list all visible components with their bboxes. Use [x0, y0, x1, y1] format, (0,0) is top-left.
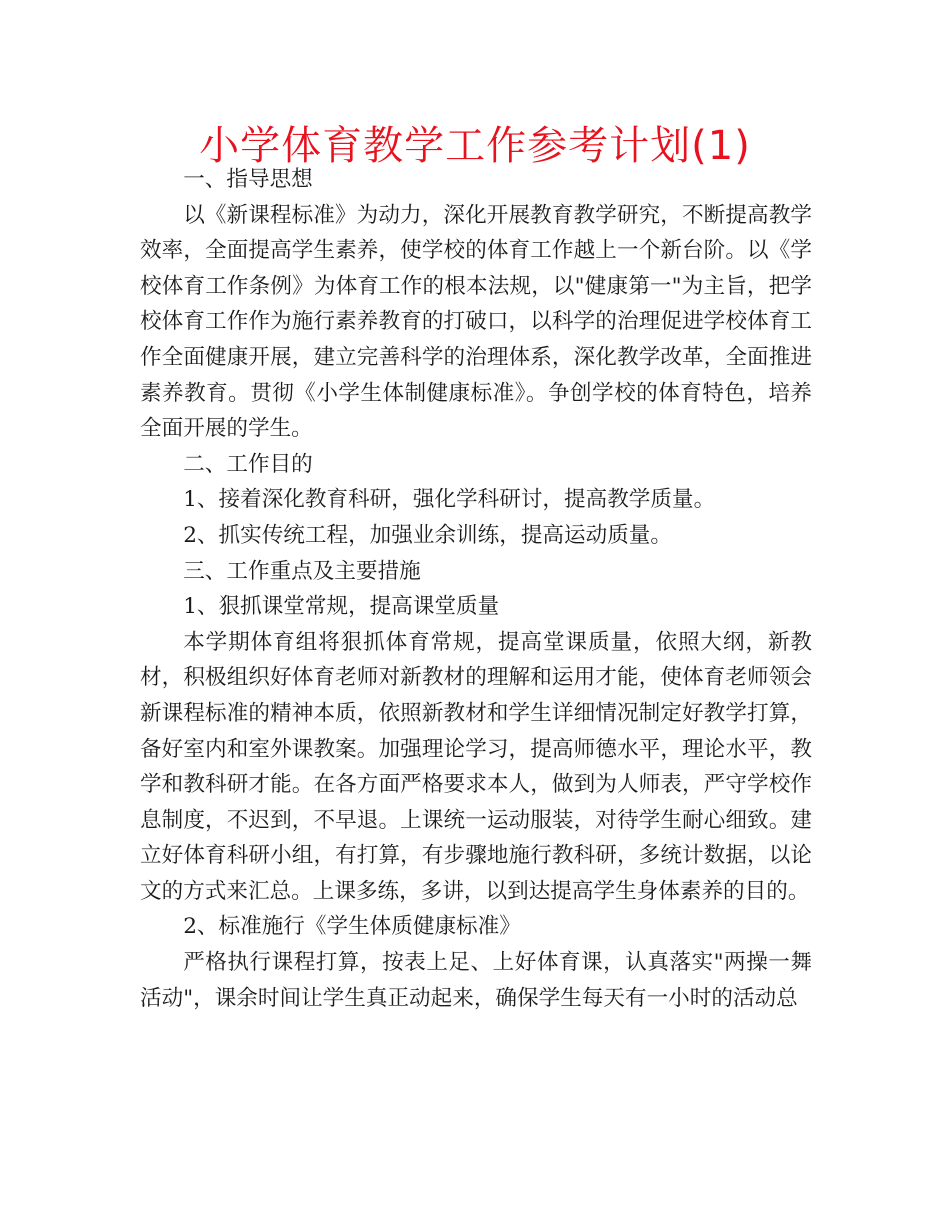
subheading-health-standard: 2、标准施行《学生体质健康标准》 — [183, 914, 521, 940]
section-heading-work-goals: 二、工作目的 — [183, 451, 313, 477]
paragraph-guiding-thought: 以《新课程标准》为动力，深化开展教育教学研究，不断提高教学效率，全面提高学生素养，使学校的体育工作越上一个新台阶。以《学校体育工作条例》为体育工作的根本法规，以"健康第一"为主旨，把学校体育工作作为施行素养教育的打破口，以科学的治理促进学校体育工作全面健康开展，建立完善科学的治理体系，深化教学改革，全面推进素养教育。贯彻《小学生体制健康标准》。争创学校的体育特色，培养全面开展的学生。 — [140, 202, 812, 442]
paragraph-classroom-routine: 本学期体育组将狠抓体育常规，提高堂课质量，依照大纲，新教材，积极组织好体育老师对新教材的理解和运用才能，使体育老师领会新课程标准的精神本质，依照新教材和学生详细情况制定好教学打算，备好室内和室外课教案。加强理论学习，提高师德水平，理论水平，教学和教科研才能。在各方面严格要求本人，做到为人师表，严守学校作息制度，不迟到，不早退。上课统一运动服装，对待学生耐心细致。建立好体育科研小组，有打算，有步骤地施行教科研，多统计数据，以论文的方式来汇总。上课多练，多讲，以到达提高学生身体素养的目的。 — [140, 629, 812, 904]
subheading-classroom-routine: 1、狠抓课堂常规，提高课堂质量 — [183, 594, 500, 620]
paragraph-health-standard: 严格执行课程打算，按表上足、上好体育课，认真落实"两操一舞活动"，课余时间让学生真正动起来，确保学生每天有一小时的活动总 — [140, 950, 812, 1011]
list-item-goal-2: 2、抓实传统工程，加强业余训练，提高运动质量。 — [183, 522, 672, 548]
document-title: 小学体育教学工作参考计划(1) — [199, 123, 751, 169]
document-body — [140, 162, 812, 1016]
section-heading-key-measures: 三、工作重点及主要措施 — [183, 558, 421, 584]
section-heading-guiding-thought: 一、指导思想 — [183, 167, 313, 192]
list-item-goal-1: 1、接着深化教育科研，强化学科研讨，提高教学质量。 — [183, 487, 716, 513]
